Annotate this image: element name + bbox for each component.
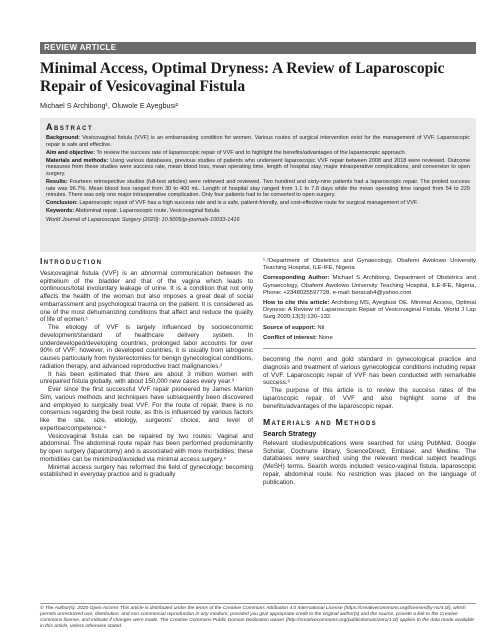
- conflict-label: Conflict of interest:: [263, 334, 317, 341]
- intro-paragraph-6: Minimal access surgery has reformed the field of gynecology; becoming established in everyday practice and is gradually: [40, 463, 253, 479]
- results-text: Fourteen retrospective studies (full-text articles) were retrieved and reviewed. Two hundred and sixty-nine patients had a laparoscopic repair. The pooled success rate was 96.7%. Mean blood loss ranged from 30 to 400 mL. Length of hospital stay ranged from 1.1 to 7.8 days while the mean operating time ranged from 54 to 229 minutes. There was only one major intraoperative complication. Only four patients had to be converted to open surgery.: [46, 179, 470, 199]
- background-label: Background:: [46, 135, 80, 141]
- conflict-text: None: [318, 334, 333, 341]
- cite-text: Archibong MS, Ayegbusi OE. Minimal Access, Optimal Dryness: A Review of Laparoscopic Repair of Vesicovaginal Fistula. World J Lap Surg 2020;13(3):130–132.: [263, 300, 477, 321]
- keywords-label: Keywords:: [46, 208, 75, 215]
- aim-label: Aim and objective:: [46, 149, 95, 156]
- aim-text: To review the success rate of laparoscopic repair of VVF and to highlight the benefits/advantages of the laparoscopic approach.: [96, 149, 407, 156]
- affiliation-department: ¹˒²Department of Obstetrics and Gynaecology, Obafemi Awolowo University Teaching Hospital, ILE-IFE, Nigeria: [263, 258, 476, 272]
- background-text: Vesicovaginal fistula (VVF) is an embarrassing condition for women. Various routes of surgical intervention exist for the management of VVF. Laparoscopic repair is safe and effective.: [46, 135, 471, 148]
- intro-paragraph-2: The etiology of VVF is largely influenced by socioeconomic development/standard of healthcare delivery system. In underdeveloped/developing countries, prolonged labor accounts for over 90% of VVF; however, in developed countries, it is usually from iatrogenic causes particularly from hysterectomies for benign gynecological conditions, radiation therapy, and advanced reproductive tract malignancies.²: [40, 324, 253, 370]
- abstract-keywords: [46, 208, 470, 215]
- search-strategy-heading: Search Strategy: [263, 431, 317, 439]
- support-label: Source of support:: [263, 324, 316, 331]
- affiliation-divider: [263, 348, 476, 349]
- journal-citation-text: World Journal of Laparoscopic Surgery (2020): 10.5005/jp-journals-10033-1416: [46, 216, 240, 223]
- article-type-banner: REVIEW ARTICLE: [40, 42, 476, 54]
- support-text: Nil: [317, 324, 325, 331]
- abstract-aim: [46, 150, 470, 157]
- intro-paragraph-4: Ever since the first successful VVF repair pioneered by James Marion Sim, various methods and techniques have subsequently been discovered and employed to surgically treat VVF. For the route of repair, there is no consensus regarding the best route, as this is influenced by various factors like the site, size, etiology, surgeons' choice, and level of expertise/competence.⁴: [40, 386, 253, 432]
- abstract-methods: [46, 158, 470, 178]
- results-label: Results:: [46, 179, 68, 186]
- author-list: Michael S Archibong¹, Oluwole E Ayegbusi²: [40, 101, 179, 110]
- methods-heading: Materials and Methods: [263, 417, 377, 428]
- source-of-support: [263, 325, 476, 332]
- methods-label: Materials and methods:: [46, 157, 109, 164]
- intro-paragraph-1: Vesicovaginal fistula (VVF) is an abnormal communication between the epithelium of the bladder and that of the vagina which leads to continuous/total involuntary leakage of urine. It is a condition that not only affects the health of the woman but also imposes a great deal of social embarrassment and psychological trauma on the patient. It is considered as one of the most dehumanizing conditions that affect and reduce the quality of life of women.¹: [40, 269, 253, 324]
- journal-citation: [46, 217, 470, 224]
- abstract-box: [40, 118, 476, 252]
- corresponding-text: Michael S Archibong, Department of Obstetrics and Gynaecology, Obafemi Awolowo University Teaching Hospital, ILE-IFE, Nigeria, Phone: +2348025597728, e-mail: beracah4@yahoo.com: [263, 275, 476, 296]
- license-footer: © The Author(s). 2020 Open Access This article is distributed under the terms of the Creative Commons Attribution 4.0 International License (https://creativecommons.org/licenses/by-nc/4.0/), which permits unrestricted use, distribution, and non-commercial reproduction in any medium, provided you give appropriate credit to the original author(s) and the source, provide a link to the Creative Commons license, and indicate if changes were made. The Creative Commons Public Domain Dedication waiver (http://creativecommons.org/publicdomain/zero/1.0/) applies to the data made available in this article, unless otherwise stated.: [40, 603, 476, 630]
- conclusion-label: Conclusion:: [46, 200, 78, 207]
- conclusion-text: Laparoscopic repair of VVF has a high success rate and is a safe, patient-friendly, and cost-effective route for surgical management of VVF.: [79, 200, 419, 207]
- corresponding-label: Corresponding Author:: [263, 275, 330, 282]
- keywords-text: Abdominal repair, Laparoscopic route, Vesicovaginal fistula.: [75, 208, 221, 215]
- introduction-heading: Introduction: [40, 256, 103, 266]
- cite-label: How to cite this article:: [263, 300, 330, 307]
- search-strategy-paragraph: Relevant studies/publications were searched for using PubMed, Google Scholar, Cochrane library, ScienceDirect, Embase, and Medline. The databases were searched using the relevant medical subject headings (MeSH) terms. Search words included: vesico-vaginal fistula, laparoscopic repair, abdominal route. No restriction was placed on the language of publication.: [263, 439, 476, 486]
- intro-paragraph-5: Vesicovaginal fistula can be repaired by two routes: Vaginal and abdominal. The abdominal route repair has been performed predominantly by open surgery (laparotomy) and is associated with more morbidities; these morbidities can be minimized/avoided via minimal access surgery.⁵: [40, 432, 253, 463]
- body-paragraph-purpose: The purpose of this article is to review the success rates of the laparoscopic repair of VVF and also highlight some of the benefits/advantages of the laparoscopic repair.: [263, 387, 476, 410]
- abstract-conclusion: [46, 200, 470, 207]
- conflict-of-interest: [263, 335, 476, 342]
- abstract-heading: Abstract: [46, 122, 94, 132]
- abstract-results: [46, 179, 470, 199]
- intro-paragraph-3: It has been estimated that there are about 3 million women with unrepaired fistula globally, with about 150,000 new cases every year.³: [40, 370, 253, 386]
- article-title: Minimal Access, Optimal Dryness: A Review of Laparoscopic Repair of Vesicovaginal Fistula: [40, 60, 445, 95]
- corresponding-author: [263, 275, 476, 297]
- right-column: [263, 258, 476, 486]
- how-to-cite: [263, 300, 476, 322]
- methods-text: Using various databases, previous studies of patients who underwent laparoscopic VVF repair between 2008 and 2018 were reviewed. Outcome measures from these studies were success rate, mean blood loss, mean operating time, length of hospital stay, major intraoperative complications, and conversion to open surgery.: [46, 157, 471, 177]
- abstract-background: [46, 135, 470, 148]
- body-paragraph-continued: becoming the norm and gold standard in gynecological practice and diagnosis and treatment of various gynecological conditions including repair of VVF. Laparoscopic repair of VVF has been conducted with remarkable success.⁶: [263, 356, 476, 387]
- left-column: [40, 258, 253, 479]
